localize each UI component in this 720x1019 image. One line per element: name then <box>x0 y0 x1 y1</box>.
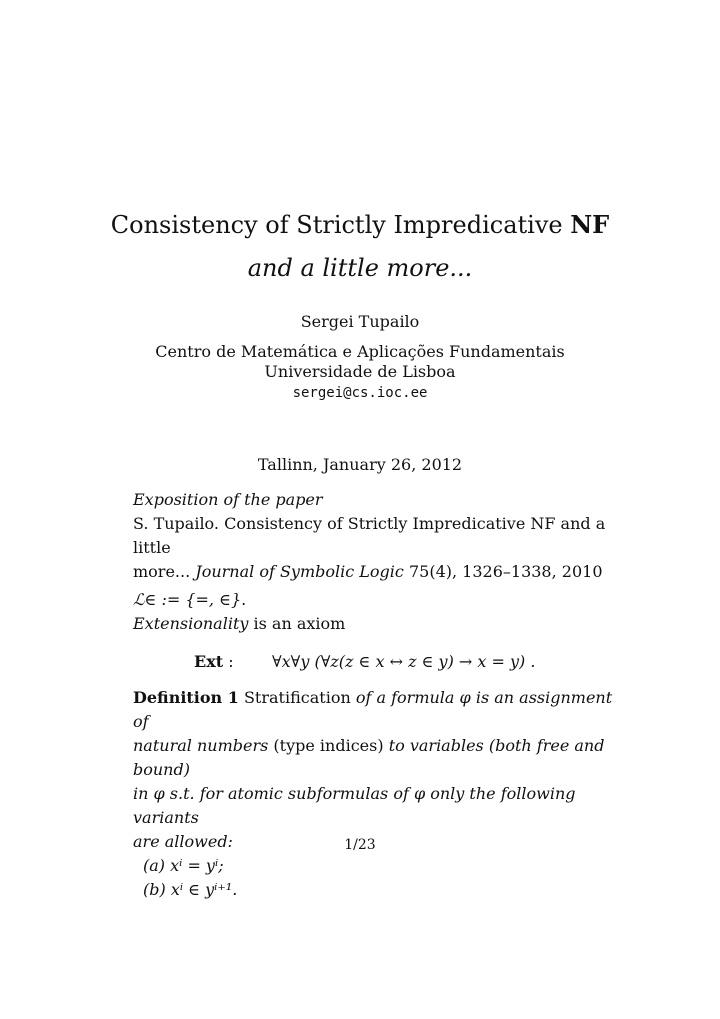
date-line: Tallinn, January 26, 2012 <box>257 455 463 474</box>
definition-line-3: in φ s.t. for atomic subformulas of φ only the following variants <box>133 784 576 827</box>
definition-type-indices: (type indices) <box>273 736 384 755</box>
journal-details: 75(4), 1326–1338, 2010 <box>408 562 603 581</box>
journal-name: Journal of Symbolic Logic <box>195 562 404 581</box>
extensionality-line <box>133 612 613 636</box>
ext-formula: ∀x∀y (∀z(z ∈ x ↔ z ∈ y) → x = y) . <box>272 652 536 671</box>
author-name: Sergei Tupailo <box>300 312 420 331</box>
definition-line-1-rest: of a formula φ is an assignment of <box>133 688 613 731</box>
title-main: Consistency of Strictly Impredicative <box>110 211 563 239</box>
title-bold: NF <box>570 210 610 239</box>
definition-item-a: (a) xⁱ = yⁱ; <box>143 856 224 875</box>
definition-item-b: (b) xⁱ ∈ yⁱ⁺¹. <box>143 880 238 899</box>
definition-line-4: are allowed: <box>133 832 233 851</box>
exposition-heading: Exposition of the paper <box>133 490 323 509</box>
author-email: sergei@cs.ioc.ee <box>292 385 428 401</box>
page-number: 1/23 <box>344 837 376 853</box>
exposition-line-1: S. Tupailo. Consistency of Strictly Impredicative NF and a little <box>133 514 606 557</box>
paper-subtitle: and a little more... <box>247 254 473 282</box>
definition-label: Definition 1 <box>133 688 239 707</box>
paper-title <box>0 210 720 239</box>
extensionality-word: Extensionality <box>133 614 249 633</box>
definition-term: Stratification <box>243 688 351 707</box>
exposition-block <box>133 488 613 584</box>
ext-name: Ext <box>194 652 224 671</box>
definition-natural-numbers: natural numbers <box>133 736 269 755</box>
definition-line-1 <box>133 686 613 734</box>
language-block <box>133 588 613 636</box>
exposition-line-2 <box>133 560 613 584</box>
extensionality-rest: is an axiom <box>253 614 346 633</box>
affiliation-1: Centro de Matemática e Aplicações Fundamentais <box>155 342 565 361</box>
language-definition: ℒ∈ := {=, ∈}. <box>133 590 247 609</box>
ext-label <box>194 652 234 671</box>
ext-colon: : <box>228 652 234 671</box>
exposition-more: more... <box>133 562 191 581</box>
affiliation-2: Universidade de Lisboa <box>264 362 456 381</box>
definition-block <box>133 686 613 902</box>
definition-line-2 <box>133 734 613 782</box>
definition-line-2-rest: to variables (both free and bound) <box>133 736 605 779</box>
